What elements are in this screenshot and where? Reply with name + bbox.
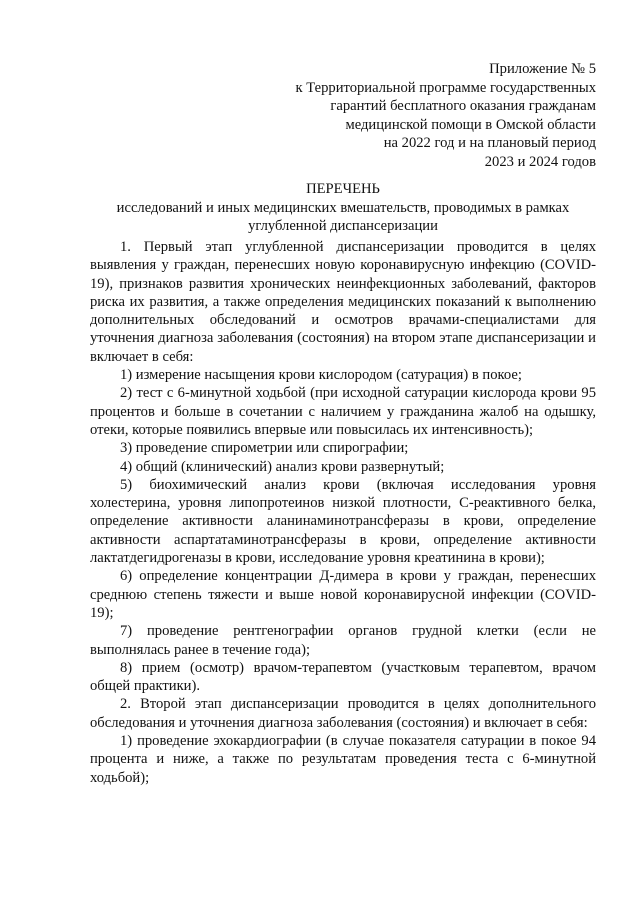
annex-line-program: к Территориальной программе государственных: [295, 79, 596, 96]
list-item-1-8: 8) прием (осмотр) врачом-терапевтом (участковым терапевтом, врачом общей практики).: [90, 659, 596, 695]
list-item-1-4: 4) общий (клинический) анализ крови развернутый;: [120, 458, 445, 475]
annex-number: Приложение № 5: [489, 61, 596, 77]
annex-header: [250, 60, 596, 172]
document-title: [90, 180, 596, 236]
list-item-1-5: 5) биохимический анализ крови (включая исследования уровня холестерина, уровня липопротеинов низкой плотности, С-реактивного белка, определение активности аланинаминотрансферазы в крови, определение активности аспартатаминотрансферазы в крови, определение активности лактатдегидрогеназы в крови, исследование уровня креатинина в крови);: [90, 476, 596, 567]
title-subtitle-line1: исследований и иных медицинских вмешательств, проводимых в рамках: [116, 199, 570, 216]
list-item-1-2: 2) тест с 6-минутной ходьбой (при исходной сатурации кислорода крови 95 процентов и больше в сочетании с наличием у гражданина жалоб на одышку, отеки, которые появились впервые или повысилась их интенсивность);: [90, 385, 596, 438]
annex-line-region: медицинской помощи в Омской области: [345, 116, 596, 133]
list-item-1-1: 1) измерение насыщения крови кислородом (сатурация) в покое;: [120, 367, 522, 384]
list-item-1-3: 3) проведение спирометрии или спирографии;: [120, 440, 409, 457]
title-subtitle-line2: углубленной диспансеризации: [248, 218, 438, 235]
paragraph-stage-2: 2. Второй этап диспансеризации проводится в целях дополнительного обследования и уточнения диагноза заболевания (состояния) и включает в себя:: [90, 696, 596, 731]
paragraph-stage-1: 1. Первый этап углубленной диспансеризации проводится в целях выявления у граждан, перенесших новую коронавирусную инфекцию (COVID-19), признаков развития хронических неинфекционных заболеваний, факторов риска их развития, а также определения медицинских показаний к выполнению дополнительных обследований и осмотров врачами-специалистами для уточнения диагноза заболевания (состояния) на втором этапе диспансеризации и включает в себя:: [90, 239, 596, 365]
list-item-2-1: 1) проведение эхокардиографии (в случае показателя сатурации в покое 94 процента и ниже, а также по результатам проведения теста с 6-минутной ходьбой);: [90, 733, 596, 786]
annex-line-plan-period: 2023 и 2024 годов: [484, 153, 596, 170]
list-item-1-6: 6) определение концентрации Д-димера в крови у граждан, перенесших среднюю степень тяжести и выше новой коронавирусной инфекции (COVID-19);: [90, 568, 596, 621]
list-item-1-7: 7) проведение рентгенографии органов грудной клетки (если не выполнялась ранее в течение года);: [90, 623, 596, 658]
document-body: [90, 238, 596, 787]
title-heading: ПЕРЕЧЕНЬ: [306, 181, 380, 197]
annex-line-year: на 2022 год и на плановый период: [383, 135, 596, 152]
annex-line-guarantees: гарантий бесплатного оказания гражданам: [330, 98, 596, 115]
